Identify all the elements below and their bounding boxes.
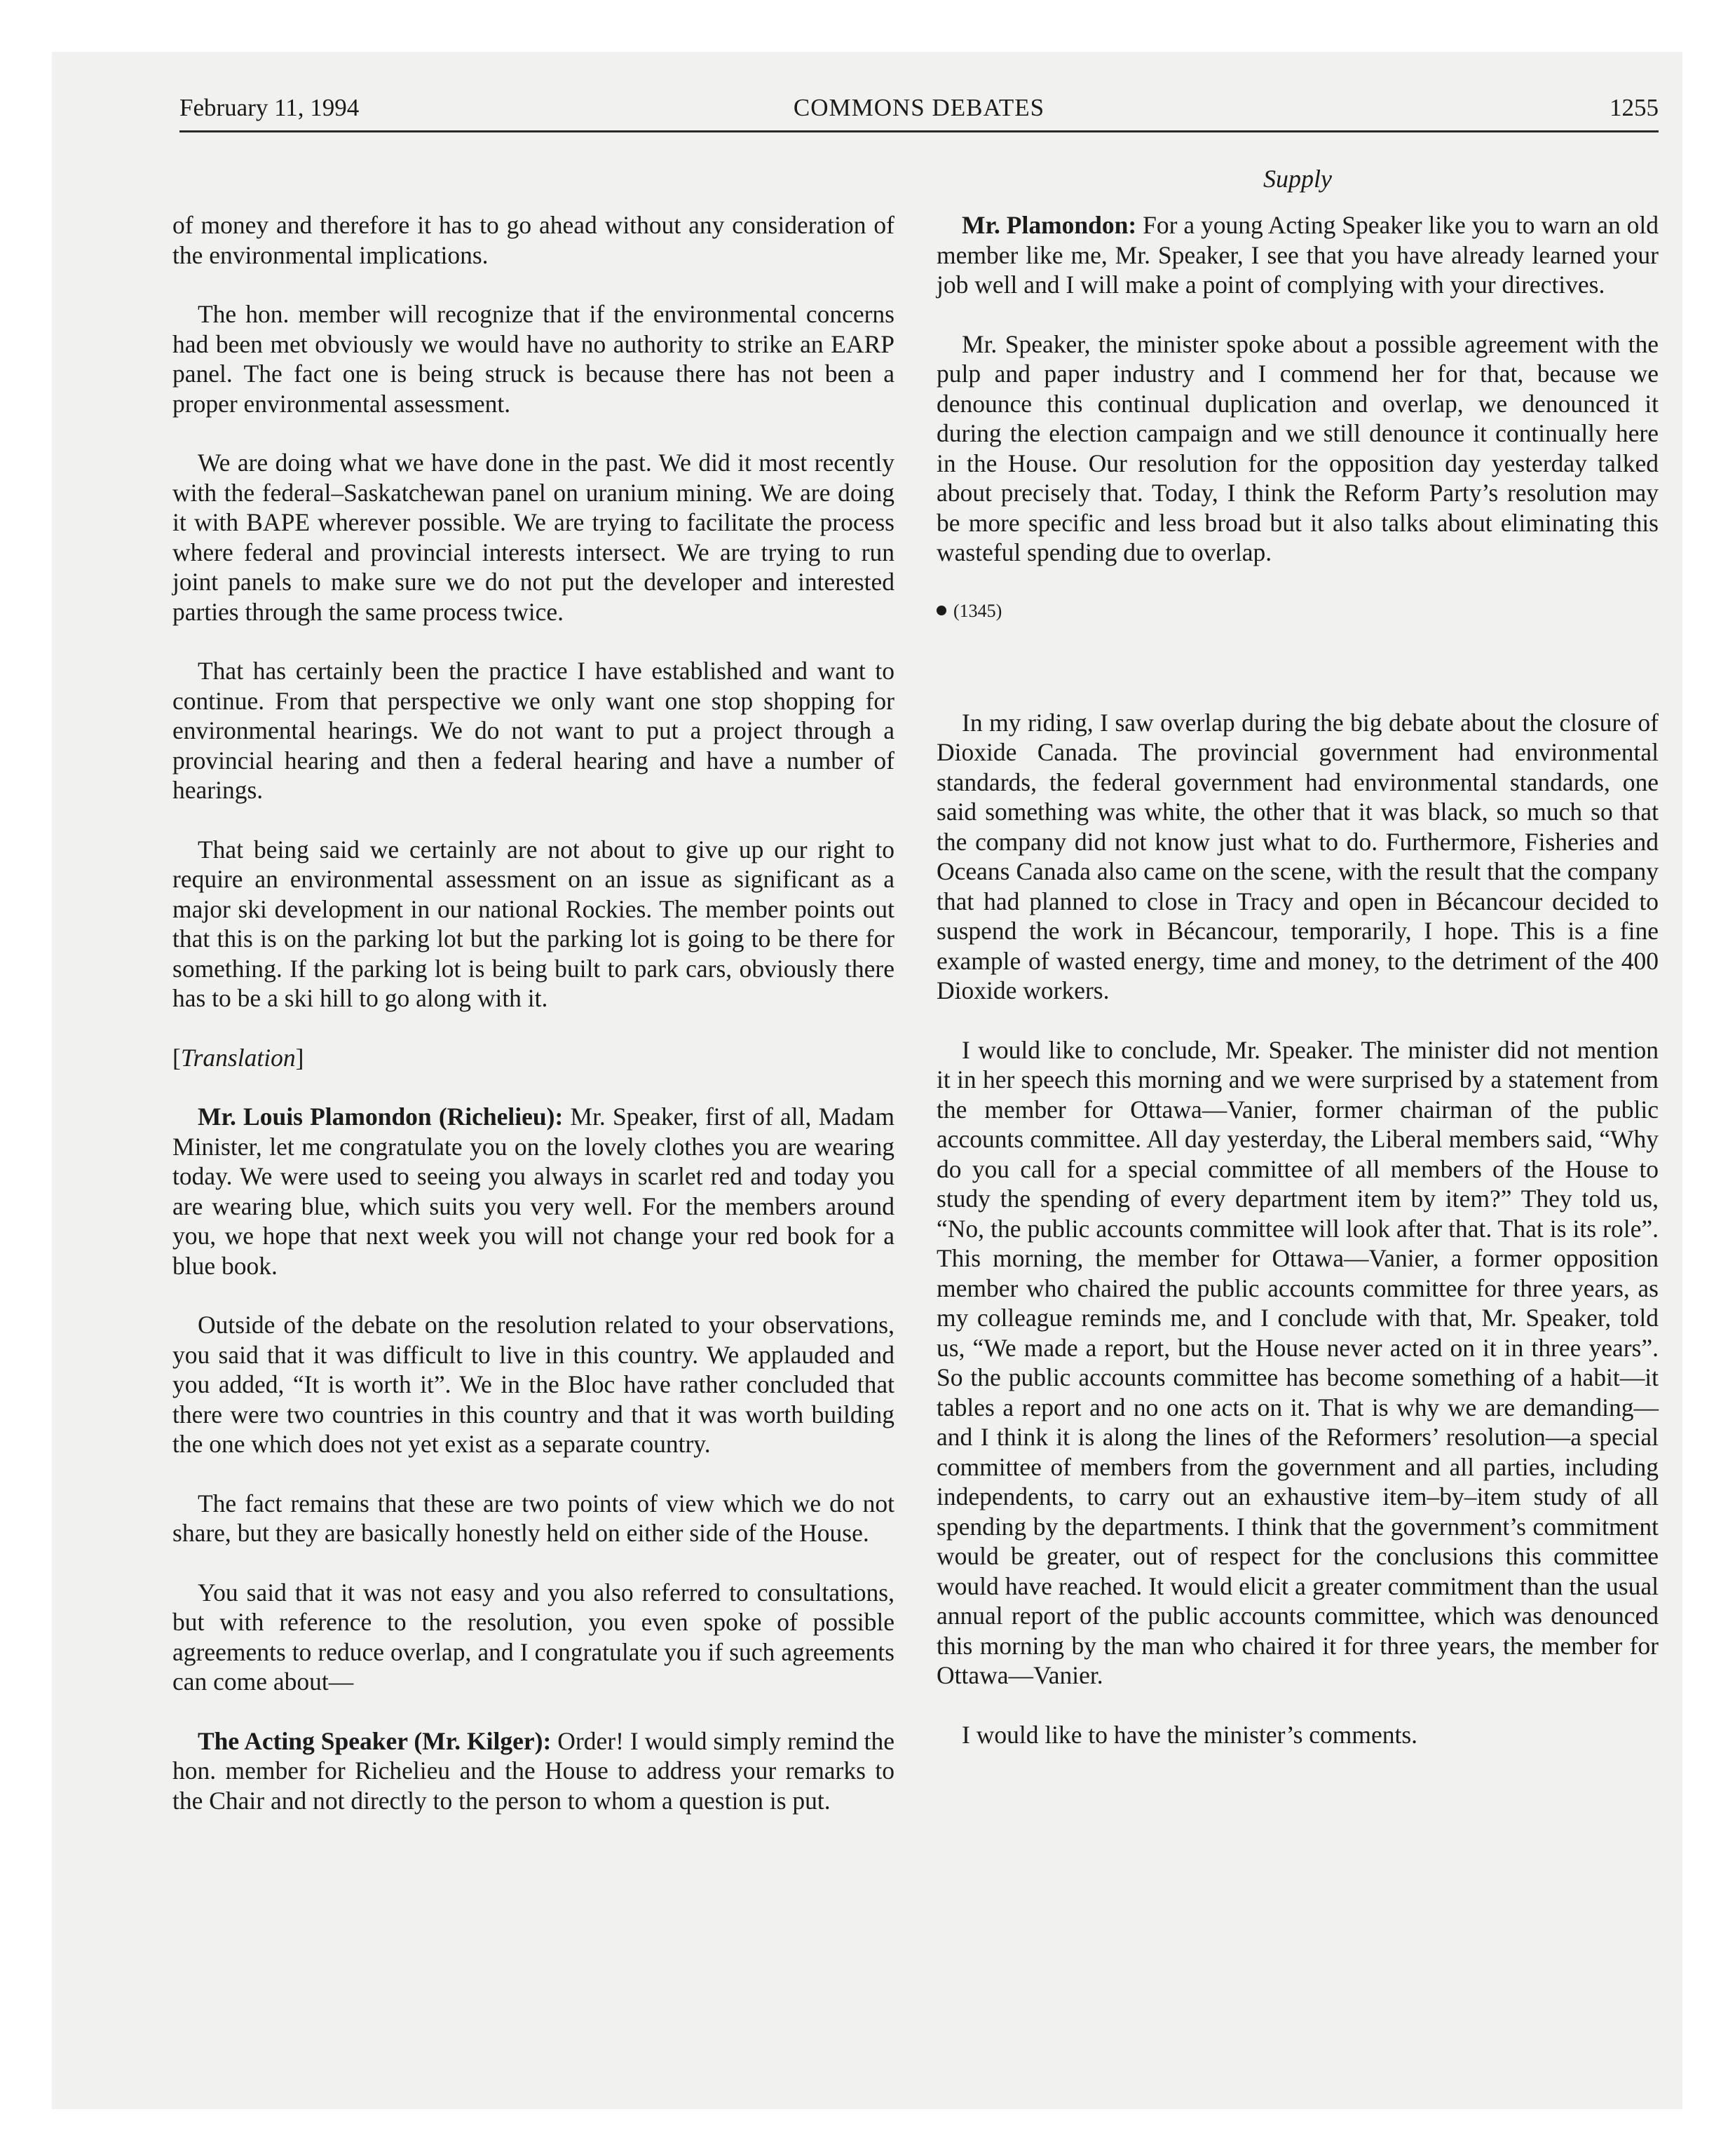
paragraph: of money and therefore it has to go ahead without any consideration of the environmental implications.	[172, 211, 894, 269]
bullet-icon	[937, 606, 946, 615]
paragraph: In my riding, I saw overlap during the big debate about the closure of Dioxide Canada. The provincial government had environmental standards, the federal government had environmental standards, one said something was white, the other that it was black, so much so that the company did not know just what to do. Furthermore, Fisheries and Oceans Canada also came on the scene, with the result that the company that had planned to close in Tracy and open in Bécancour decided to suspend the work in Bécancour, temporarily, I hope. This is a fine example of wasted energy, time and money, to the detriment of the 400 Dioxide workers.	[937, 708, 1659, 1004]
paragraph: That has certainly been the practice I have established and want to continue. From that perspective we only want one stop shopping for environmental hearings. We do not want to put a project through a provincial hearing and then a federal hearing and have a number of hearings.	[172, 657, 894, 804]
running-head: Supply	[1263, 165, 1332, 193]
speech-paragraph	[172, 1102, 894, 1281]
paragraph: The hon. member will recognize that if the environmental concerns had been met obviously we would have no authority to strike an EARP panel. The fact one is being struck is because there has not been a proper environmental assessment.	[172, 300, 894, 418]
speech-paragraph	[937, 210, 1659, 300]
paragraph: The fact remains that these are two points of view which we do not share, but they are basically honestly held on either side of the House.	[172, 1489, 894, 1547]
header-date: February 11, 1994	[179, 94, 360, 121]
paragraph: Outside of the debate on the resolution related to your observations, you said that it was difficult to live in this country. We applauded and you added, “It is worth it”. We in the Bloc have rather concluded that there were two countries in this country and that it was worth building the one which does not yet exist as a separate country.	[172, 1311, 894, 1458]
translation-tag	[172, 1043, 894, 1073]
right-column	[937, 210, 1659, 1779]
speaker-name: Mr. Louis Plamondon (Richelieu):	[198, 1103, 564, 1131]
speech-text: For a young Acting Speaker like you to warn an old member like me, Mr. Speaker, I see that you have already learned your job well and I will make a point of complying with your directives.	[937, 211, 1659, 299]
paragraph: That being said we certainly are not about to give up our right to require an environmental assessment on an issue as significant as a major ski development in our national Rockies. The member points out that this is on the parking lot but the parking lot is going to be there for something. If the parking lot is being built to park cars, obviously there has to be a ski hill to go along with it.	[172, 835, 894, 1012]
speaker-name: Mr. Plamondon:	[962, 211, 1137, 239]
time-marker-label: (1345)	[953, 600, 1002, 621]
speech-paragraph	[172, 1726, 894, 1816]
paragraph: I would like to have the minister’s comments.	[962, 1720, 1418, 1749]
translation-label: Translation	[180, 1043, 296, 1072]
speech-text: Mr. Speaker, first of all, Madam Minister, let me congratulate you on the lovely clothes you are wearing today. We were used to seeing you always in scarlet red and today you are wearing blue, which suits you very well. For the members around you, we hope that next week you will not change your red book for a blue book.	[172, 1103, 895, 1280]
speaker-name: The Acting Speaker (Mr. Kilger):	[198, 1726, 552, 1755]
speech-text: Order! I would simply remind the hon. member for Richelieu and the House to address your remarks to the Chair and not directly to the person to whom a question is put.	[172, 1726, 894, 1815]
paragraph: Mr. Speaker, the minister spoke about a possible agreement with the pulp and paper industry and I commend her for that, because we denounce this continual duplication and overlap, we denounced it during the election campaign and we still denounce it continually here in the House. Our resolution for the opposition day yesterday talked about precisely that. Today, I think the Reform Party’s resolution may be more specific and less broad but it also talks about eliminating this wasteful spending due to overlap.	[937, 329, 1659, 566]
left-column	[172, 210, 894, 1845]
paragraph: I would like to conclude, Mr. Speaker. The minister did not mention it in her speech this morning and we were surprised by a statement from the member for Ottawa—Vanier, former chairman of the public accounts committee. All day yesterday, the Liberal members said, “Why do you call for a special committee of all members of the House to study the spending of every department item by item?” They told us, “No, the public accounts committee will look after that. That is its role”. This morning, the member for Ottawa—Vanier, a former opposition member who chaired the public accounts committee for three years, as my colleague reminds me, and I conclude with that, Mr. Speaker, told us, “We made a report, but the House never acted on it in three years”. So the public accounts committee has become something of a habit—it tables a report and no one acts on it. That is why we are demanding—and I think it is along the lines of the Reformers’ resolution—a special committee of members from the government and all parties, including independents, to carry out an exhaustive item–by–item study of all spending by the departments. I think that the government’s commitment would be greater, out of respect for the conclusions this committee would have reached. It would elicit a greater commitment than the usual annual report of the public accounts committee, which was denounced this morning by the man who chaired it for three years, the member for Ottawa—Vanier.	[937, 1035, 1659, 1689]
publication-title: COMMONS DEBATES	[793, 94, 1045, 121]
page-header	[179, 87, 1659, 129]
translation-bracket-open: [	[172, 1043, 181, 1072]
paragraph: We are doing what we have done in the past. We did it most recently with the federal–Saskatchewan panel on uranium mining. We are doing it with BAPE wherever possible. We are trying to facilitate the process where federal and provincial interests intersect. We are trying to run joint panels to make sure we do not put the developer and interested parties through the same process twice.	[172, 449, 894, 626]
translation-bracket-close: ]	[295, 1043, 304, 1072]
header-rule	[179, 130, 1659, 132]
page-number: 1255	[1610, 94, 1659, 121]
paragraph: You said that it was not easy and you also referred to consultations, but with reference to the resolution, you even spoke of possible agreements to reduce overlap, and I congratulate you if such agreements can come about—	[172, 1578, 894, 1696]
time-marker	[937, 597, 1659, 625]
